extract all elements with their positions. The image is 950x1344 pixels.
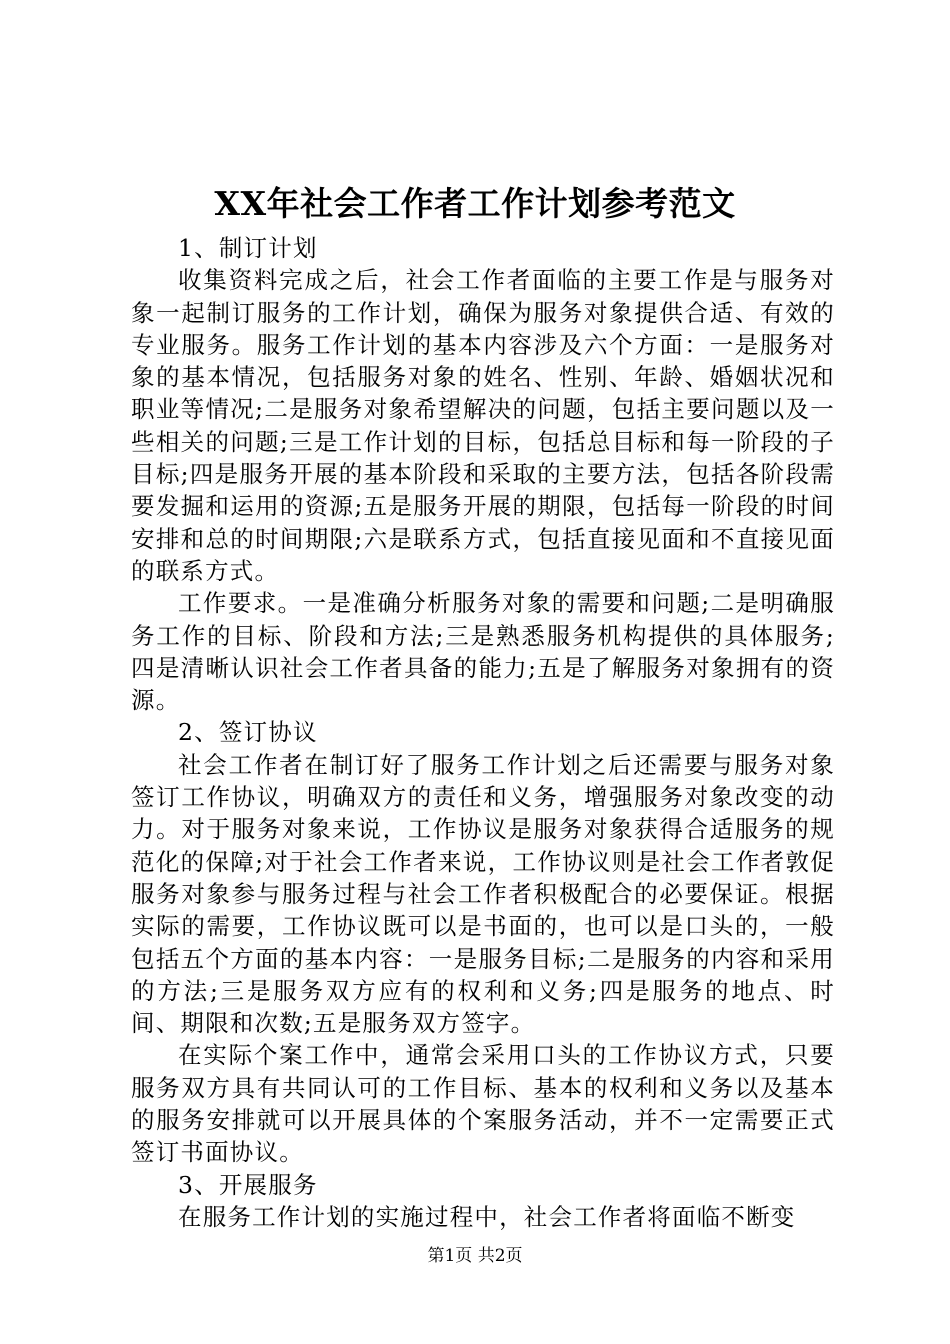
paragraph: 社会工作者在制订好了服务工作计划之后还需要与服务对象签订工作协议，明确双方的责任和义务，增强服务对象改变的动力。对于服务对象来说，工作协议是服务对象获得合适服务的规范化的保障;对于社会工作者来说，工作协议则是社会工作者敦促服务对象参与服务过程与社会工作者积极配合的必要保证。根据实际的需要，工作协议既可以是书面的，也可以是口头的，一般包括五个方面的基本内容：一是服务目标;二是服务的内容和采用的方法;三是服务双方应有的权利和义务;四是服务的地点、时间、期限和次数;五是服务双方签字。 (131, 750, 835, 1038)
document-body (131, 232, 835, 1233)
section-heading-2: 2、签订协议 (178, 718, 318, 747)
paragraph: 在服务工作计划的实施过程中，社会工作者将面临不断变 (178, 1202, 796, 1231)
page-footer: 第1页 共2页 (427, 1246, 523, 1266)
paragraph: 工作要求。一是准确分析服务对象的需要和问题;二是明确服务工作的目标、阶段和方法;三是熟悉服务机构提供的具体服务;四是清晰认识社会工作者具备的能力;五是了解服务对象拥有的资源。 (131, 589, 835, 715)
paragraph: 收集资料完成之后，社会工作者面临的主要工作是与服务对象一起制订服务的工作计划，确保为服务对象提供合适、有效的专业服务。服务工作计划的基本内容涉及六个方面：一是服务对象的基本情况，包括服务对象的姓名、性别、年龄、婚姻状况和职业等情况;二是服务对象希望解决的问题，包括主要问题以及一些相关的问题;三是工作计划的目标，包括总目标和每一阶段的子目标;四是服务开展的基本阶段和采取的主要方法，包括各阶段需要发掘和运用的资源;五是服务开展的期限，包括每一阶段的时间安排和总的时间期限;六是联系方式，包括直接见面和不直接见面的联系方式。 (131, 266, 835, 585)
section-heading-3: 3、开展服务 (178, 1170, 318, 1199)
section-heading-1: 1、制订计划 (178, 234, 318, 262)
document-title: XX年社会工作者工作计划参考范文 (214, 184, 736, 223)
paragraph: 在实际个案工作中，通常会采用口头的工作协议方式，只要服务双方具有共同认可的工作目标、基本的权利和义务以及基本的服务安排就可以开展具体的个案服务活动，并不一定需要正式签订书面协议。 (131, 1041, 835, 1167)
